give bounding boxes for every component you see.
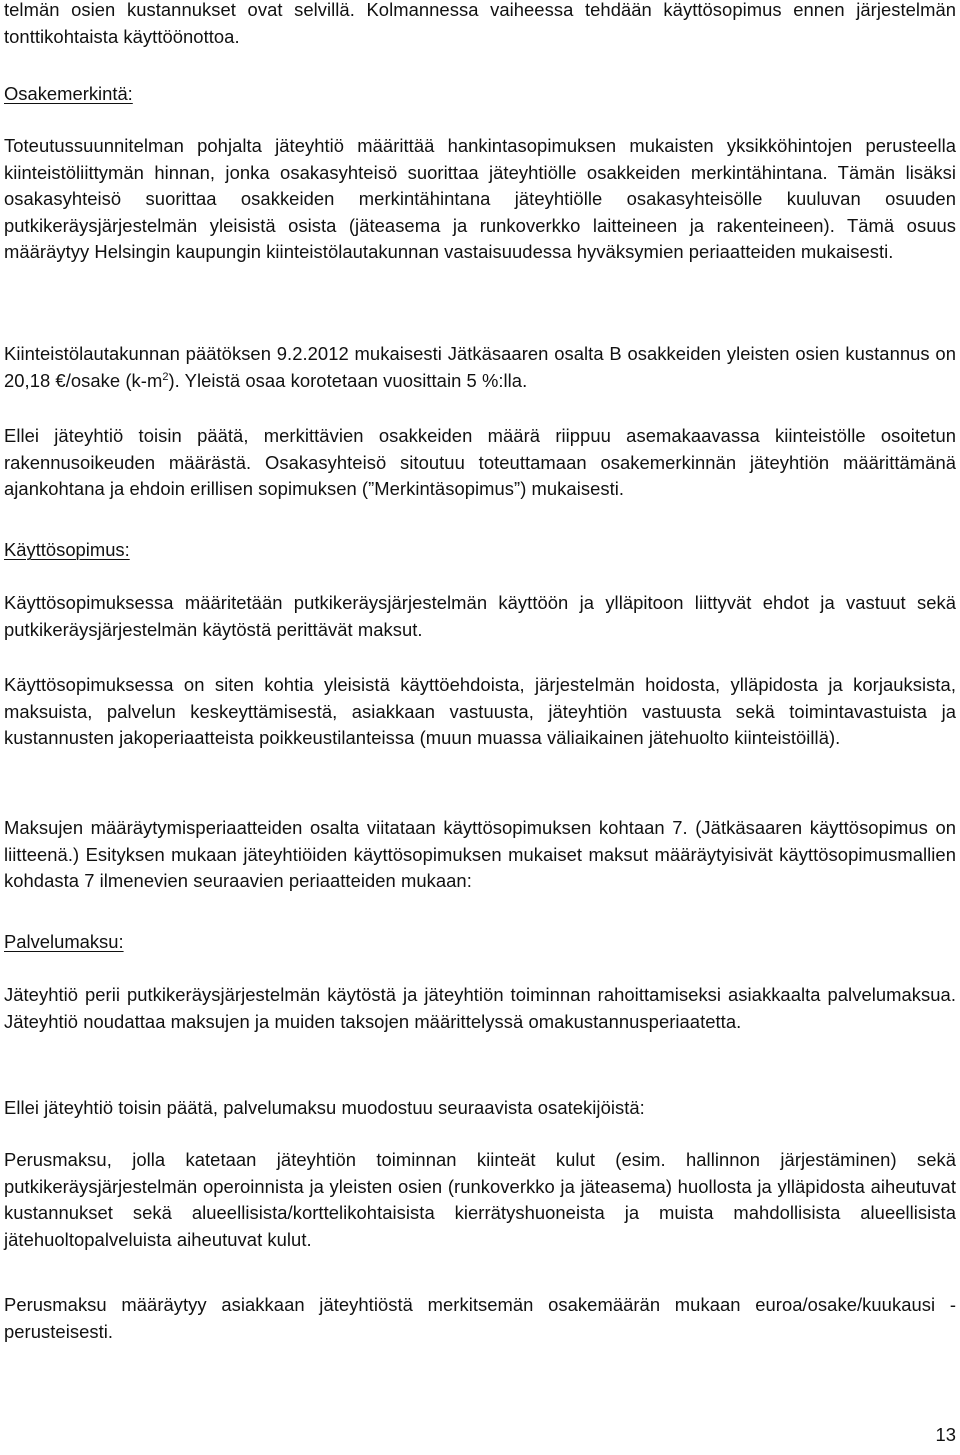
section-heading-kayttosopimus: Käyttösopimus: xyxy=(4,539,130,560)
palvelumaksu-paragraph-2: Ellei jäteyhtiö toisin päätä, palvelumaksu muodostuu seuraavista osatekijöistä: xyxy=(4,1097,645,1118)
page-number: 13 xyxy=(935,1424,956,1445)
osakemerkinta-paragraph-3: Ellei jäteyhtiö toisin päätä, merkittävien osakkeiden määrä riippuu asemakaavassa kiinteistölle osoitetun rakennusoikeuden määrästä. Osakasyhteisö sitoutuu toteuttamaan osakemerkinnän jäteyhtiön määrittämänä ajankohtana ja ehdoin erillisen sopimuksen (”Merkintäsopimus”) mukaisesti. xyxy=(4,425,956,500)
kayttosopimus-paragraph-3: Maksujen määräytymisperiaatteiden osalta viitataan käyttösopimuksen kohtaan 7. (Jätkäsaaren käyttösopimus on liitteenä.) Esityksen mukaan jäteyhtiöiden käyttösopimuksen mukaiset maksut määräytyisivät käyttösopimusmallien kohdasta 7 ilmenevien seuraavien periaatteiden mukaan: xyxy=(4,817,956,892)
osakemerkinta-paragraph-2 xyxy=(4,341,956,394)
kayttosopimus-paragraph-2: Käyttösopimuksessa on siten kohtia yleisistä käyttöehdoista, järjestelmän hoidosta, ylläpidosta ja korjauksista, maksuista, palvelun keskeyttämisestä, asiakkaan vastuusta, jäteyhtiön vastuusta sekä toimintavastuista ja kustannusten jakoperiaatteista poikkeustilanteissa (muun muassa väliaikainen jätehuolto kiinteistöillä). xyxy=(4,674,956,749)
kayttosopimus-paragraph-1: Käyttösopimuksessa määritetään putkikeräysjärjestelmän käyttöön ja ylläpitoon liittyvät ehdot ja vastuut sekä putkikeräysjärjestelmän käytöstä perittävät maksut. xyxy=(4,592,956,640)
palvelumaksu-paragraph-3: Perusmaksu, jolla katetaan jäteyhtiön toiminnan kiinteät kulut (esim. hallinnon järjestäminen) sekä putkikeräysjärjestelmän operoinnista ja yleisten osien (runkoverkko ja jäteasema) huollosta ja ylläpidosta aiheutuvat kustannukset sekä alueellisista/korttelikohtaisista kierrätyshuoneista ja muista mahdollisista alueellisista jätehuoltopalveluista aiheutuvat kulut. xyxy=(4,1149,956,1250)
palvelumaksu-paragraph-1: Jäteyhtiö perii putkikeräysjärjestelmän käytöstä ja jäteyhtiön toiminnan rahoittamiseksi asiakkaalta palvelumaksua. Jäteyhtiö noudattaa maksujen ja muiden taksojen määrittelyssä omakustannusperiaatetta. xyxy=(4,984,956,1032)
osakemerkinta-paragraph-1: Toteutussuunnitelman pohjalta jäteyhtiö määrittää hankintasopimuksen mukaisten yksikköhintojen perusteella kiinteistöliittymän hinnan, jonka osakasyhteisö suorittaa jäteyhtiölle osakkeiden merkintähintana. Tämän lisäksi osakasyhteisö suorittaa osakkeiden merkintähintana jäteyhtiölle osakasyhteisölle kuuluvan osuuden putkikeräysjärjestelmän yleisistä osista (jäteasema ja runkoverkko laitteineen ja rakenteineen). Tämä osuus määräytyy Helsingin kaupungin kiinteistölautakunnan vastaisuudessa hyväksymien periaatteiden mukaisesti. xyxy=(4,135,956,263)
osakemerkinta-paragraph-2-tail: ). Yleistä osaa korotetaan vuosittain 5 %:lla. xyxy=(168,369,528,391)
osakemerkinta-paragraph-2-text: Kiinteistölautakunnan päätöksen 9.2.2012 mukaisesti Jätkäsaaren osalta B osakkeiden yleisten osien kustannus on 20,18 €/osake (k-m xyxy=(4,343,956,391)
intro-paragraph: telmän osien kustannukset ovat selvillä. Kolmannessa vaiheessa tehdään käyttösopimus ennen järjestelmän tonttikohtaista käyttöönottoa. xyxy=(4,0,956,47)
palvelumaksu-paragraph-4: Perusmaksu määräytyy asiakkaan jäteyhtiöstä merkitsemän osakemäärän mukaan euroa/osake/kuukausi -perusteisesti. xyxy=(4,1294,956,1342)
section-heading-osakemerkinta: Osakemerkintä: xyxy=(4,83,133,104)
superscript-2: 2 xyxy=(162,370,169,383)
section-heading-palvelumaksu: Palvelumaksu: xyxy=(4,931,124,952)
